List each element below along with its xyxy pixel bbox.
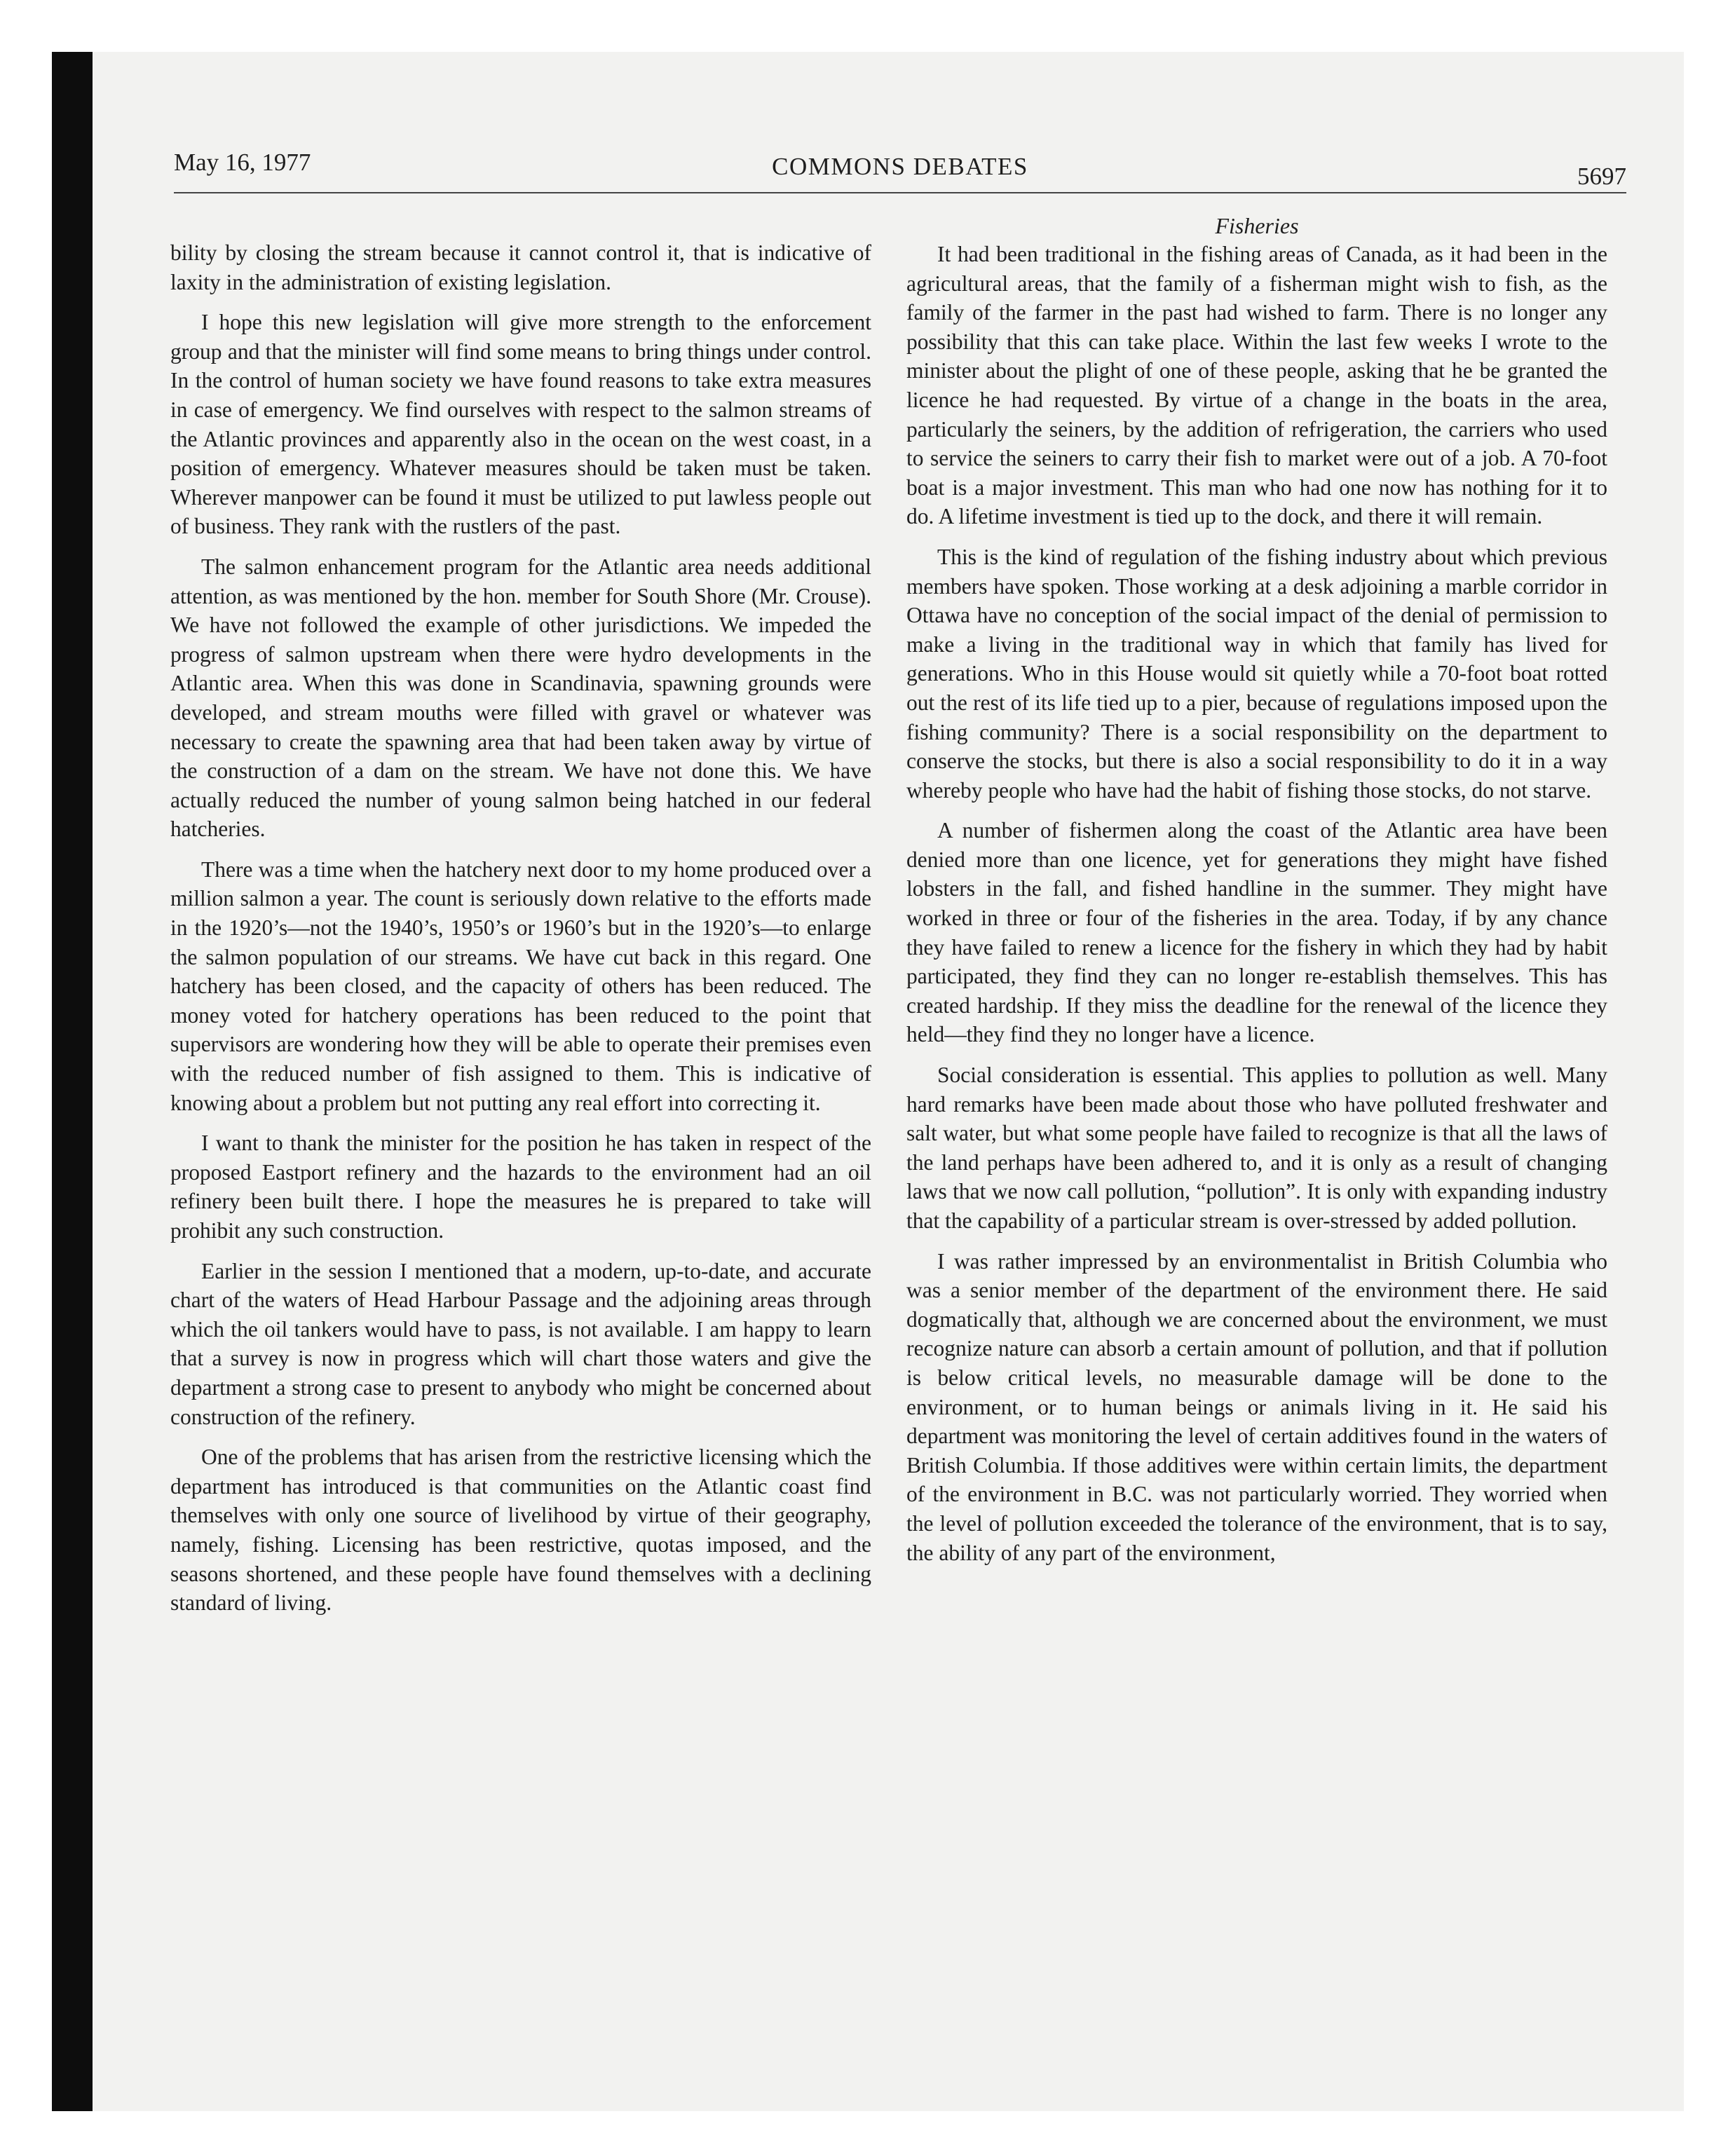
paragraph: One of the problems that has arisen from the restrictive licensing which the department has introduced is that communities on the Atlantic coast find themselves with only one source of livelihood by virtue of their geography, namely, fishing. Licensing has been restrictive, quotas imposed, and the seasons shortened, and these people have found themselves with a declining standard of living. xyxy=(170,1445,871,1616)
header-page-number: 5697 xyxy=(1577,163,1626,190)
paragraph: I want to thank the minister for the position he has taken in respect of the proposed Eastport refinery and the hazards to the environment had an oil refinery been built there. I hope the measures he is prepared to take will prohibit any such construction. xyxy=(170,1131,871,1243)
section-heading: Fisheries xyxy=(1215,213,1299,238)
paragraph: Social consideration is essential. This applies to pollution as well. Many hard remarks have been made about those who have polluted freshwater and salt water, but what some people have failed to recognize is that all the laws of the land perhaps have been adhered to, and it is only as a result of changing laws that we now call pollution, “pollution”. It is only with expanding industry that the capability of a particular stream is over-stressed by added pollution. xyxy=(906,1063,1607,1233)
paragraph: I hope this new legislation will give more strength to the enforcement group and that the minister will find some means to bring things under control. In the control of human society we have found reasons to take extra measures in case of emergency. We find ourselves with respect to the salmon streams of the Atlantic provinces and apparently also in the ocean on the west coast, in a position of emergency. Whatever measures should be taken must be taken. Wherever manpower can be found it must be utilized to put lawless people out of business. They rank with the rustlers of the past. xyxy=(170,310,871,539)
paragraph: Earlier in the session I mentioned that a modern, up-to-date, and accurate chart of the waters of Head Harbour Passage and the adjoining areas through which the oil tankers would have to pass, is not available. I am happy to learn that a survey is now in progress which will chart those waters and give the department a strong case to present to anybody who might be concerned about construction of the refinery. xyxy=(170,1258,871,1429)
scan-edge-border xyxy=(52,52,93,2111)
page-header xyxy=(174,147,1626,193)
paragraph: The salmon enhancement program for the Atlantic area needs additional attention, as was mentioned by the hon. member for South Shore (Mr. Crouse). We have not followed the example of other jurisdictions. We impeded the progress of salmon upstream when there were hydro developments in the Atlantic area. When this was done in Scandinavia, spawning grounds were developed, and stream mouths were filled with gravel or whatever was necessary to create the spawning area that had been taken away by virtue of the construction of a dam on the stream. We have not done this. We have actually reduced the number of young salmon being hatched in our federal hatcheries. xyxy=(170,554,871,842)
paragraph: A number of fishermen along the coast of the Atlantic area have been denied more than one licence, yet for generations they might have fished lobsters in the fall, and fished handline in the summer. They might have worked in three or four of the fisheries in the area. Today, if by any chance they have failed to renew a licence for the fishery in which they had by habit participated, they find they can no longer re-establish themselves. This has created hardship. If they miss the deadline for the renewal of the licence they held—they find they no longer have a licence. xyxy=(906,818,1607,1047)
header-title: COMMONS DEBATES xyxy=(772,153,1028,180)
paragraph: There was a time when the hatchery next door to my home produced over a million salmon a year. The count is seriously down relative to the efforts made in the 1920’s—not the 1940’s, 1950’s or 1960’s but in the 1920’s—to enlarge the salmon population of our streams. We have cut back in this regard. One hatchery has been closed, and the capacity of others has been reduced. The money voted for hatchery operations has been reduced to the point that supervisors are wondering how they will be able to operate their premises even with the reduced number of fish assigned to them. This is indicative of knowing about a problem but not putting any real effort into correcting it. xyxy=(170,857,871,1115)
left-column xyxy=(170,238,871,1629)
paragraph: It had been traditional in the fishing areas of Canada, as it had been in the agricultural areas, that the family of a fisherman might wish to fish, as the family of the farmer in the past had wished to farm. There is no longer any possibility that this can take place. Within the last few weeks I wrote to the minister about the plight of one of these people, asking that he be granted the licence he had requested. By virtue of a change in the boats in the area, particularly the seiners, by the addition of refrigeration, the carriers who used to service the seiners to carry their fish to market were out of a job. A 70-foot boat is a major investment. This man who had one now has nothing for it to do. A lifetime investment is tied up to the dock, and there it will remain. xyxy=(906,242,1607,529)
paragraph: bility by closing the stream because it cannot control it, that is indicative of laxity in the administration of existing legislation. xyxy=(170,240,871,294)
paragraph: I was rather impressed by an environmentalist in British Columbia who was a senior member of the department of the environment there. He said dogmatically that, although we are concerned about the environment, we must recognize nature can absorb a certain amount of pollution, and that if pollution is below critical levels, no measurable damage will be done to the environment, or to human beings or animals living in it. He said his department was monitoring the level of certain additives found in the waters of British Columbia. If those additives were within certain limits, the department of the environment in B.C. was not particularly worried. They worried when the level of pollution exceeded the tolerance of the environment, that is to say, the ability of any part of the environment, xyxy=(906,1248,1607,1565)
paragraph: This is the kind of regulation of the fishing industry about which previous members have spoken. Those working at a desk adjoining a marble corridor in Ottawa have no conception of the social impact of the denial of permission to make a living in the traditional way in which that family has lived for generations. Who in this House would sit quietly while a 70-foot boat rotted out the rest of its life tied up to a pier, because of regulations imposed upon the fishing community? There is a social responsibility on the department to conserve the stocks, but there is also a social responsibility to do it in a way whereby people who have had the habit of fishing those stocks, do not starve. xyxy=(906,544,1607,803)
right-column xyxy=(906,212,1607,1578)
header-date: May 16, 1977 xyxy=(174,149,311,176)
